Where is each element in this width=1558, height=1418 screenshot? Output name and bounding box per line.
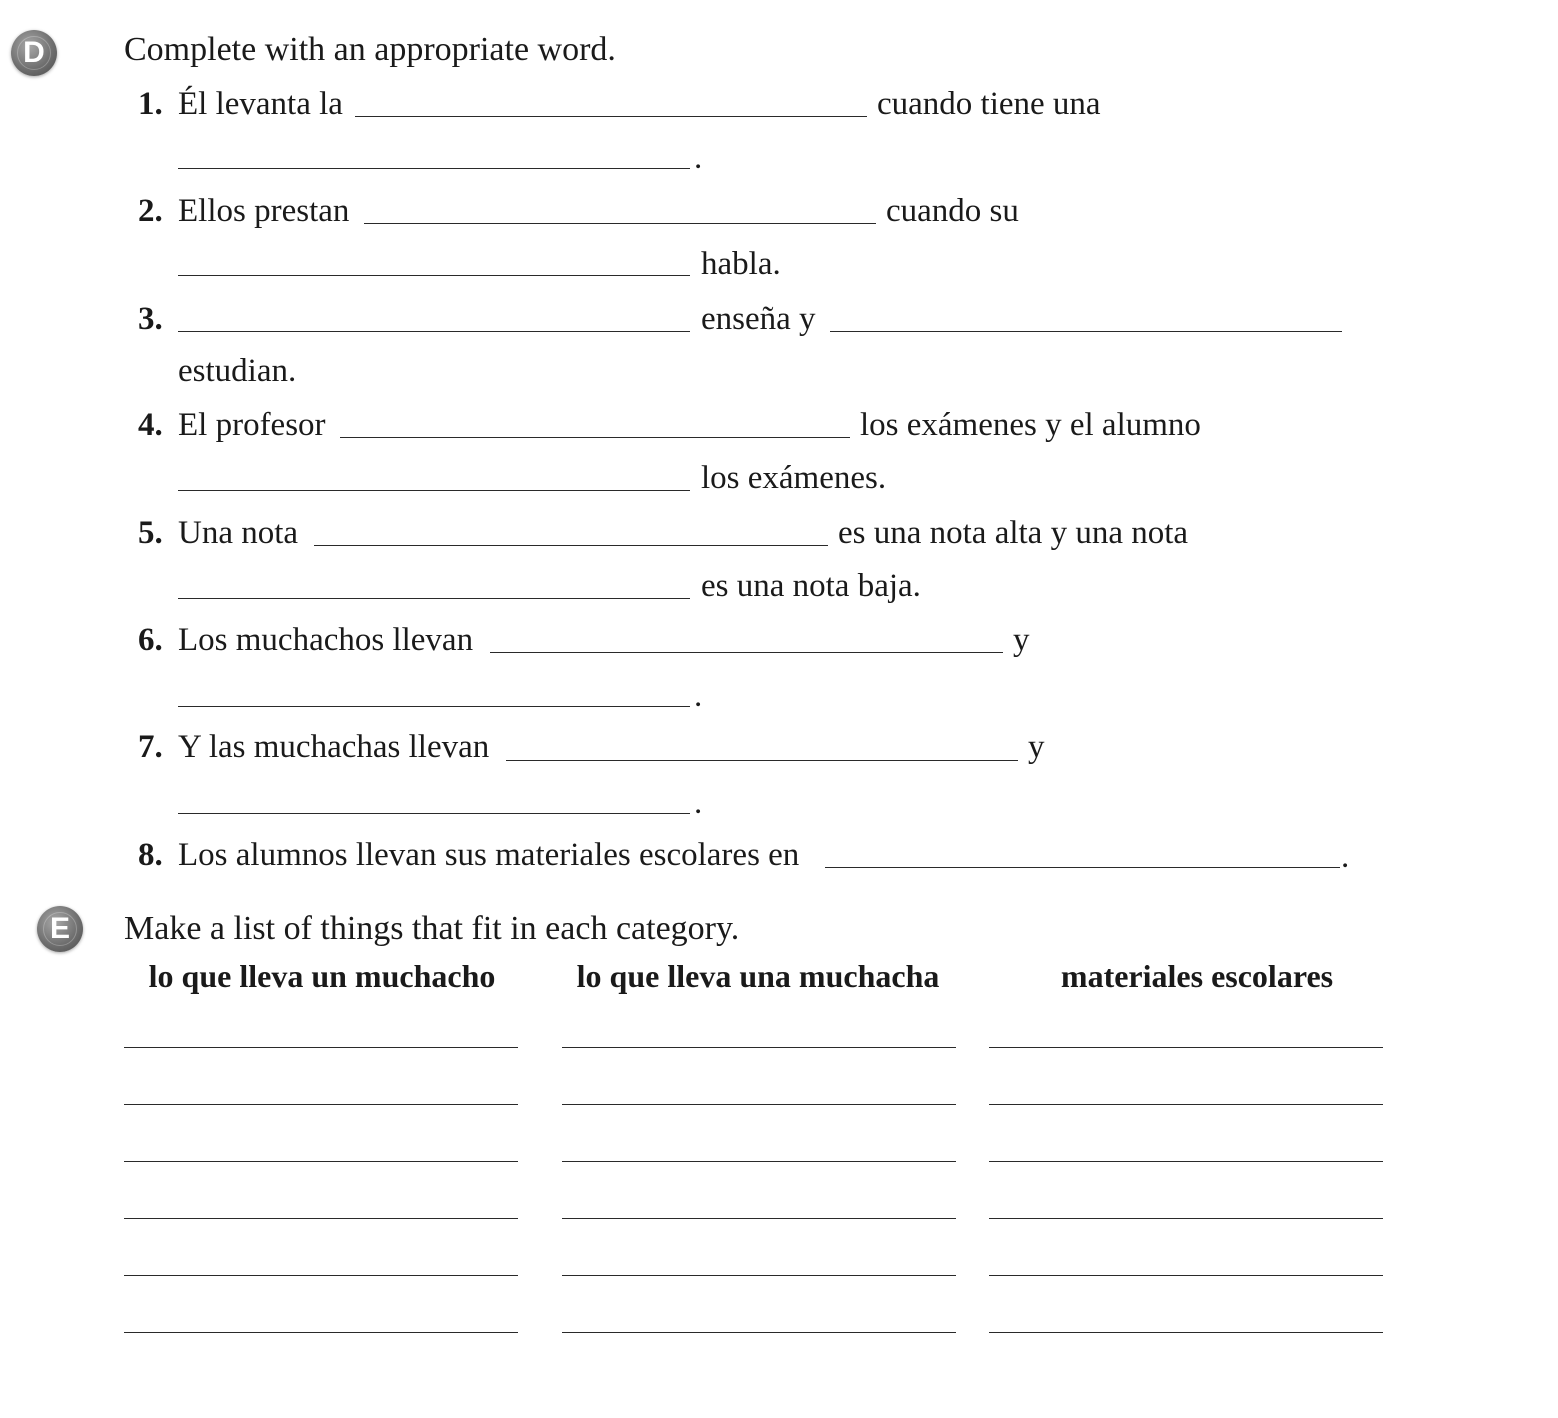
item-1-blank-2[interactable] <box>178 168 690 169</box>
item-4-text-a: El profesor <box>178 407 326 443</box>
answer-line[interactable] <box>124 1332 518 1333</box>
answer-line[interactable] <box>124 1047 518 1048</box>
item-4-text-c: los exámenes. <box>701 460 887 496</box>
item-5-text-b: es una nota alta y una nota <box>838 515 1189 551</box>
section-d-instruction: Complete with an appropriate word. <box>124 31 616 68</box>
item-5-blank-2[interactable] <box>178 598 690 599</box>
answer-line[interactable] <box>124 1218 518 1219</box>
item-2-number: 2. <box>138 193 163 229</box>
item-5-number: 5. <box>138 515 163 551</box>
item-5-blank-1[interactable] <box>314 545 828 546</box>
item-4-number: 4. <box>138 407 163 443</box>
answer-line[interactable] <box>562 1047 956 1048</box>
item-2-text-c: habla. <box>701 246 781 282</box>
item-7-text-b: y <box>1028 729 1045 765</box>
answer-line[interactable] <box>124 1275 518 1276</box>
item-7-number: 7. <box>138 729 163 765</box>
item-3-text-a: enseña y <box>701 301 816 337</box>
item-8-number: 8. <box>138 837 163 873</box>
item-2-blank-1[interactable] <box>364 223 876 224</box>
section-e-badge: E <box>37 906 83 952</box>
answer-line[interactable] <box>562 1275 956 1276</box>
item-8-text-b: . <box>1341 839 1350 875</box>
item-6-blank-1[interactable] <box>490 652 1003 653</box>
item-7-blank-1[interactable] <box>506 760 1018 761</box>
item-5-text-c: es una nota baja. <box>701 568 921 604</box>
item-1-text-b: cuando tiene una <box>877 86 1101 122</box>
column-header-materiales: materiales escolares <box>1060 958 1334 994</box>
item-3-text-b: estudian. <box>178 353 297 389</box>
answer-line[interactable] <box>989 1047 1383 1048</box>
item-1-text-c: . <box>694 140 703 176</box>
answer-line[interactable] <box>562 1104 956 1105</box>
answer-line[interactable] <box>989 1161 1383 1162</box>
answer-line[interactable] <box>562 1161 956 1162</box>
item-7-blank-2[interactable] <box>178 813 690 814</box>
item-6-blank-2[interactable] <box>178 706 690 707</box>
item-6-text-a: Los muchachos llevan <box>178 622 474 658</box>
item-1-number: 1. <box>138 86 163 122</box>
answer-line[interactable] <box>562 1332 956 1333</box>
answer-line[interactable] <box>124 1104 518 1105</box>
item-1-blank-1[interactable] <box>355 116 867 117</box>
item-4-text-b: los exámenes y el alumno <box>860 407 1201 443</box>
answer-line[interactable] <box>989 1275 1383 1276</box>
item-2-text-b: cuando su <box>886 193 1019 229</box>
answer-line[interactable] <box>989 1218 1383 1219</box>
item-7-text-c: . <box>694 785 703 821</box>
item-6-text-b: y <box>1013 622 1030 658</box>
item-1-text-a: Él levanta la <box>178 86 343 122</box>
column-header-muchacho: lo que lleva un muchacho <box>148 958 496 994</box>
item-2-text-a: Ellos prestan <box>178 193 350 229</box>
answer-line[interactable] <box>989 1332 1383 1333</box>
item-4-blank-1[interactable] <box>340 437 850 438</box>
section-e-instruction: Make a list of things that fit in each category. <box>124 910 740 947</box>
item-6-number: 6. <box>138 622 163 658</box>
item-7-text-a: Y las muchachas llevan <box>178 729 490 765</box>
item-8-text-a: Los alumnos llevan sus materiales escolares en <box>178 837 800 873</box>
item-6-text-c: . <box>694 678 703 714</box>
section-d-badge: D <box>11 30 57 76</box>
item-2-blank-2[interactable] <box>178 275 690 276</box>
item-4-blank-2[interactable] <box>178 490 690 491</box>
column-header-muchacha: lo que lleva una muchacha <box>576 958 940 994</box>
item-8-blank-1[interactable] <box>825 867 1340 868</box>
item-5-text-a: Una nota <box>178 515 299 551</box>
item-3-number: 3. <box>138 301 163 337</box>
answer-line[interactable] <box>989 1104 1383 1105</box>
item-3-blank-2[interactable] <box>830 331 1342 332</box>
item-3-blank-1[interactable] <box>178 331 690 332</box>
answer-line[interactable] <box>562 1218 956 1219</box>
answer-line[interactable] <box>124 1161 518 1162</box>
